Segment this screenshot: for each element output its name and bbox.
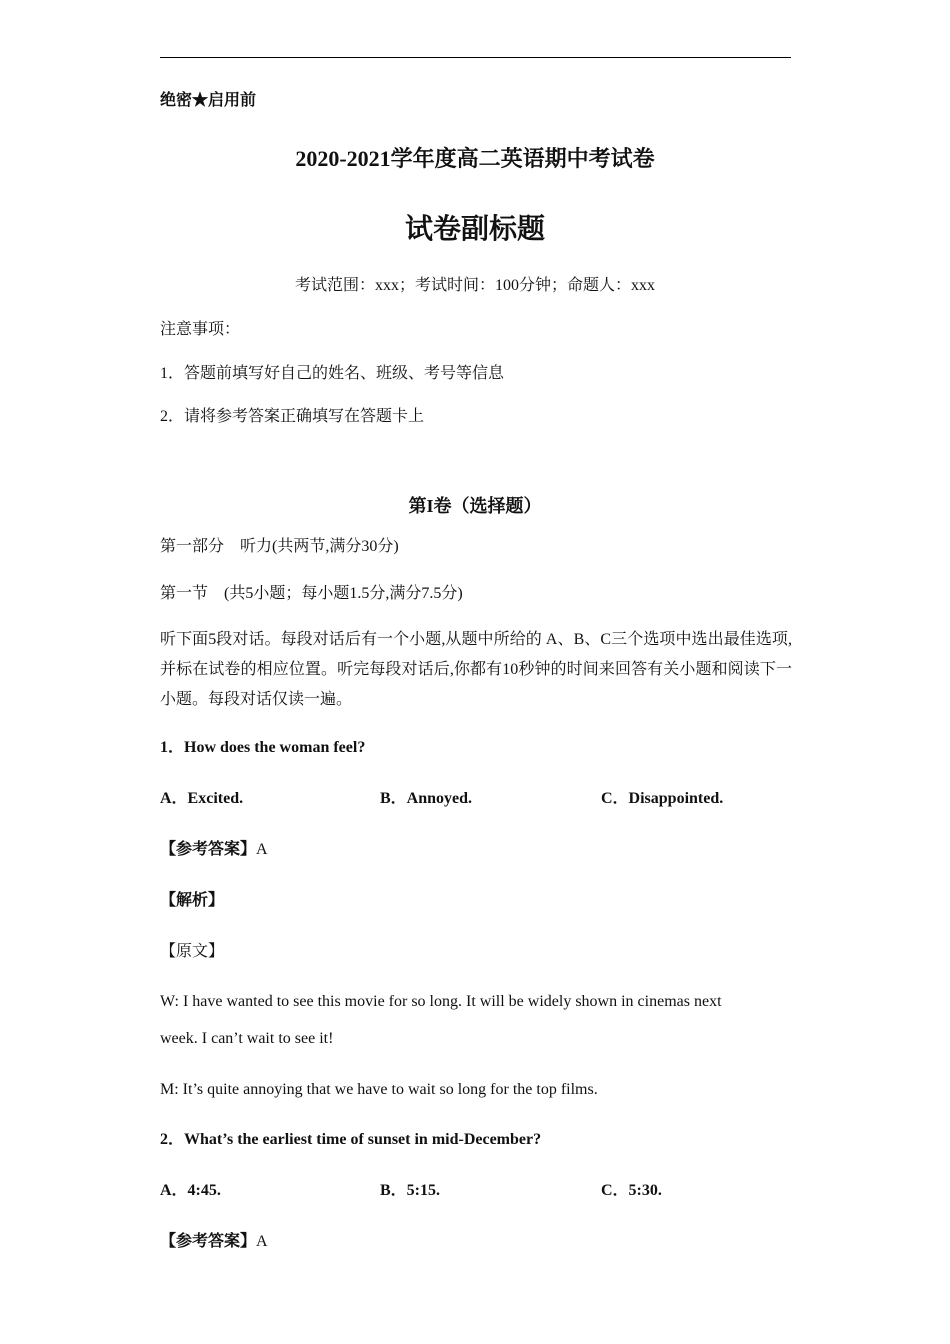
answer-label: 【参考答案】 bbox=[160, 1233, 257, 1250]
notice-item: 1．答题前填写好自己的姓名、班级、考号等信息 bbox=[160, 365, 505, 382]
secret-label: 绝密★启用前 bbox=[160, 92, 257, 109]
question-stem: 1．How does the woman feel? bbox=[160, 739, 366, 756]
answer-line bbox=[160, 842, 268, 858]
answer-label: 【参考答案】 bbox=[160, 841, 257, 858]
answer-line bbox=[160, 1234, 268, 1250]
question-stem: 2．What’s the earliest time of sunset in mid-December? bbox=[160, 1131, 542, 1148]
option-c: C．Disappointed. bbox=[601, 790, 724, 807]
exam-title: 2020-2021学年度高二英语期中考试卷 bbox=[295, 146, 655, 171]
exam-subtitle: 试卷副标题 bbox=[404, 214, 545, 245]
transcript-line: W: I have wanted to see this movie for so long. It will be widely shown in cinemas next bbox=[160, 993, 722, 1010]
transcript-line: week. I can’t wait to see it! bbox=[160, 1030, 334, 1047]
option-b: B．5:15. bbox=[380, 1182, 441, 1199]
transcript-line: M: It’s quite annoying that we have to wait so long for the top films. bbox=[160, 1081, 598, 1098]
exam-info: 考试范围：xxx；考试时间：100分钟；命题人：xxx bbox=[294, 277, 655, 294]
answer-value: A bbox=[256, 1233, 268, 1250]
volume-heading: 第I卷（选择题） bbox=[408, 496, 542, 516]
notice-heading: 注意事项： bbox=[160, 321, 241, 338]
option-a: A．4:45. bbox=[160, 1182, 221, 1199]
option-c: C．5:30. bbox=[601, 1182, 662, 1199]
notice-item: 2．请将参考答案正确填写在答题卡上 bbox=[160, 408, 425, 425]
option-a: A．Excited. bbox=[160, 790, 244, 807]
subsection-heading: 第一节 (共5小题；每小题1.5分,满分7.5分) bbox=[160, 585, 463, 602]
part-heading: 第一部分 听力(共两节,满分30分) bbox=[160, 538, 399, 555]
header-rule bbox=[160, 57, 791, 58]
original-label: 【原文】 bbox=[160, 943, 225, 960]
analysis-label: 【解析】 bbox=[160, 892, 225, 909]
instructions-paragraph: 听下面5段对话。每段对话后有一个小题,从题中所给的 A、B、C三个选项中选出最佳选项,并标在试卷的相应位置。听完每段对话后,你都有10秒钟的时间来回答有关小题和阅读下一小题。每段对话仅读一遍。 bbox=[160, 631, 792, 708]
answer-value: A bbox=[256, 841, 268, 858]
option-b: B．Annoyed. bbox=[380, 790, 473, 807]
